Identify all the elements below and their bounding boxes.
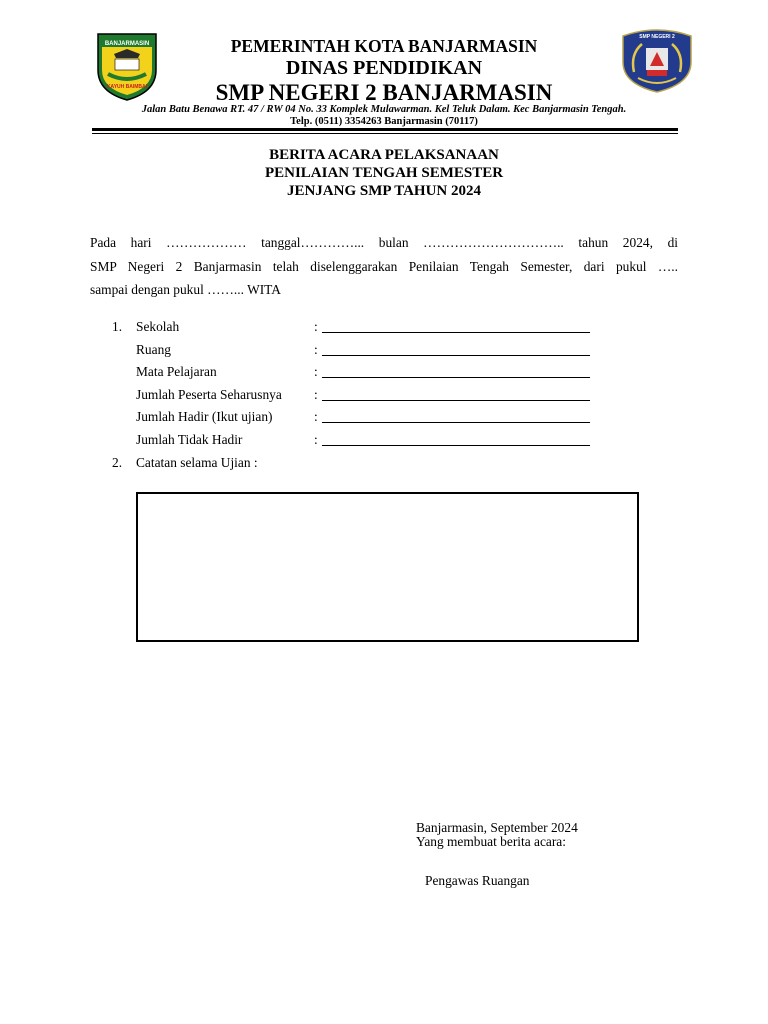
header-rule-thin [92,133,678,134]
item-number-2: 2. [112,455,123,470]
notes-box[interactable] [136,492,639,642]
field-line-jumlah-hadir[interactable] [322,422,590,423]
field-colon: : [314,387,318,402]
school-name: SMP NEGERI 2 BANJARMASIN [215,80,553,105]
field-colon: : [314,432,318,447]
field-label-mata-pelajaran: Mata Pelajaran [136,364,217,379]
logo-text-top: BANJARMASIN [104,41,150,47]
field-line-mata-pelajaran[interactable] [322,377,590,378]
field-label-jumlah-hadir: Jumlah Hadir (Ikut ujian) [136,409,273,424]
field-line-ruang[interactable] [322,355,590,356]
school-address: Jalan Batu Benawa RT. 47 / RW 04 No. 33 Komplek Mulawarman. Kel Teluk Dalam. Kec Banjarmasin Tengah. [141,104,627,115]
notes-label: Catatan selama Ujian : [136,455,258,470]
field-label-jumlah-peserta: Jumlah Peserta Seharusnya [136,387,282,402]
doc-title-line3: JENJANG SMP TAHUN 2024 [286,183,482,199]
header-rule-thick [92,128,678,131]
signature-role: Pengawas Ruangan [425,873,530,888]
field-line-jumlah-tidak-hadir[interactable] [322,445,590,446]
item-number-1: 1. [112,319,123,334]
intro-line-3: sampai dengan pukul ……... WITA [90,282,281,297]
doc-title-line1: BERITA ACARA PELAKSANAAN [269,147,499,163]
school-phone: Telp. (0511) 3354263 Banjarmasin (70117) [290,116,478,127]
department-name: DINAS PENDIDIKAN [285,57,483,79]
doc-title-line2: PENILAIAN TENGAH SEMESTER [264,165,504,181]
signature-place-date: Banjarmasin, September 2024 [416,820,578,835]
field-colon: : [314,364,318,379]
field-label-jumlah-tidak-hadir: Jumlah Tidak Hadir [136,432,243,447]
field-label-sekolah: Sekolah [136,319,180,334]
intro-line-1: Pada hari ……………… tanggal…………... bulan ………………………….. tahun 2024, di [90,235,678,250]
field-colon: : [314,319,318,334]
field-line-jumlah-peserta[interactable] [322,400,590,401]
government-name: PEMERINTAH KOTA BANJARMASIN [230,36,538,56]
school-emblem-text: SMP NEGERI 2 [639,34,675,40]
field-colon: : [314,342,318,357]
field-label-ruang: Ruang [136,342,171,357]
field-line-sekolah[interactable] [322,332,590,333]
field-colon: : [314,409,318,424]
intro-line-2: SMP Negeri 2 Banjarmasin telah diselenggarakan Penilaian Tengah Semester, dari pukul ….. [90,259,678,274]
logo-text-bottom: KAYUH BAIMBAI [106,84,148,90]
signature-made-by: Yang membuat berita acara: [416,834,566,849]
